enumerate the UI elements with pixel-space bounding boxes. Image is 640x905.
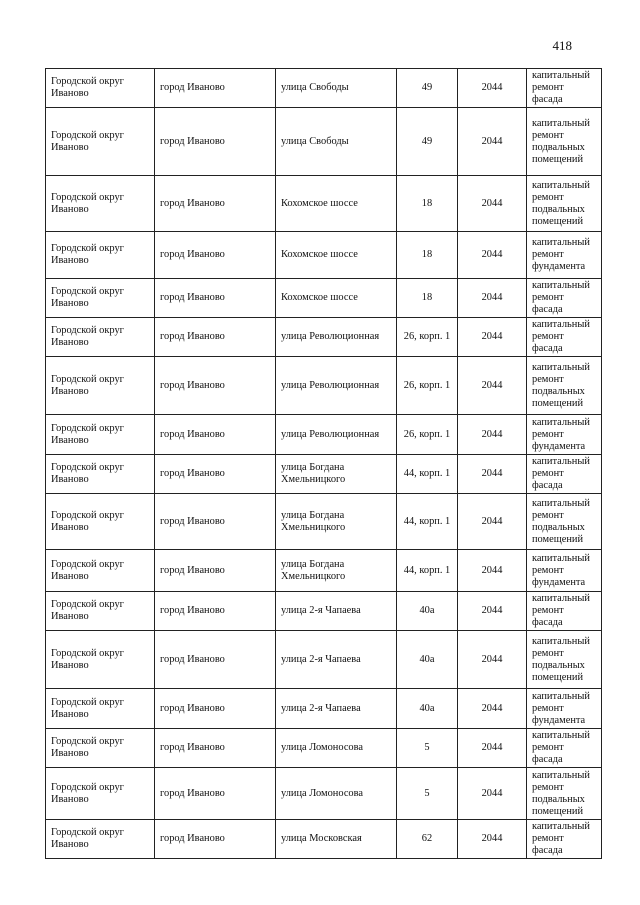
city-cell: город Иваново — [155, 689, 276, 729]
work-type-cell: капитальный ремонт подвальных помещений — [527, 768, 602, 820]
work-type-cell: капитальный ремонт фундамента — [527, 689, 602, 729]
municipal-district-cell: Городской округ Иваново — [46, 232, 155, 279]
house-number-cell: 40а — [397, 689, 458, 729]
city-cell: город Иваново — [155, 729, 276, 768]
municipal-district-cell: Городской округ Иваново — [46, 108, 155, 176]
city-cell: город Иваново — [155, 592, 276, 631]
city-cell: город Иваново — [155, 415, 276, 455]
street-cell: улица 2-я Чапаева — [276, 592, 397, 631]
house-number-cell: 44, корп. 1 — [397, 494, 458, 550]
municipal-district-cell: Городской округ Иваново — [46, 357, 155, 415]
municipal-district-cell: Городской округ Иваново — [46, 820, 155, 859]
municipal-district-cell: Городской округ Иваново — [46, 318, 155, 357]
work-type-cell: капитальный ремонт подвальных помещений — [527, 176, 602, 232]
house-number-cell: 26, корп. 1 — [397, 415, 458, 455]
city-cell: город Иваново — [155, 279, 276, 318]
street-cell: улица Революционная — [276, 357, 397, 415]
year-cell: 2044 — [458, 729, 527, 768]
table-row — [46, 415, 602, 455]
table-row — [46, 69, 602, 108]
house-number-cell: 5 — [397, 768, 458, 820]
municipal-district-cell: Городской округ Иваново — [46, 494, 155, 550]
municipal-district-cell: Городской округ Иваново — [46, 550, 155, 592]
year-cell: 2044 — [458, 494, 527, 550]
house-number-cell: 44, корп. 1 — [397, 550, 458, 592]
city-cell: город Иваново — [155, 455, 276, 494]
work-type-cell: капитальный ремонт фасада — [527, 279, 602, 318]
page-number: 418 — [552, 38, 572, 53]
year-cell: 2044 — [458, 357, 527, 415]
work-type-cell: капитальный ремонт подвальных помещений — [527, 631, 602, 689]
street-cell: улица 2-я Чапаева — [276, 689, 397, 729]
year-cell: 2044 — [458, 108, 527, 176]
year-cell: 2044 — [458, 631, 527, 689]
year-cell: 2044 — [458, 592, 527, 631]
street-cell: улица Ломоносова — [276, 729, 397, 768]
house-number-cell: 49 — [397, 108, 458, 176]
municipal-district-cell: Городской округ Иваново — [46, 415, 155, 455]
year-cell: 2044 — [458, 318, 527, 357]
municipal-district-cell: Городской округ Иваново — [46, 631, 155, 689]
table-row — [46, 550, 602, 592]
street-cell: улица Богдана Хмельницкого — [276, 455, 397, 494]
street-cell: улица Богдана Хмельницкого — [276, 550, 397, 592]
work-type-cell: капитальный ремонт фасада — [527, 729, 602, 768]
table-row — [46, 820, 602, 859]
city-cell: город Иваново — [155, 494, 276, 550]
table-row — [46, 494, 602, 550]
city-cell: город Иваново — [155, 232, 276, 279]
street-cell: Кохомское шоссе — [276, 232, 397, 279]
house-number-cell: 49 — [397, 69, 458, 108]
street-cell: улица Московская — [276, 820, 397, 859]
year-cell: 2044 — [458, 69, 527, 108]
municipal-district-cell: Городской округ Иваново — [46, 729, 155, 768]
municipal-district-cell: Городской округ Иваново — [46, 176, 155, 232]
work-type-cell: капитальный ремонт фундамента — [527, 415, 602, 455]
house-number-cell: 26, корп. 1 — [397, 318, 458, 357]
city-cell: город Иваново — [155, 108, 276, 176]
table-row — [46, 631, 602, 689]
repair-schedule-table — [45, 68, 602, 859]
street-cell: улица Революционная — [276, 318, 397, 357]
house-number-cell: 40а — [397, 631, 458, 689]
street-cell: улица 2-я Чапаева — [276, 631, 397, 689]
city-cell: город Иваново — [155, 318, 276, 357]
table-row — [46, 357, 602, 415]
work-type-cell: капитальный ремонт фасада — [527, 592, 602, 631]
house-number-cell: 26, корп. 1 — [397, 357, 458, 415]
house-number-cell: 44, корп. 1 — [397, 455, 458, 494]
year-cell: 2044 — [458, 415, 527, 455]
work-type-cell: капитальный ремонт подвальных помещений — [527, 494, 602, 550]
table-row — [46, 176, 602, 232]
year-cell: 2044 — [458, 232, 527, 279]
house-number-cell: 18 — [397, 176, 458, 232]
table-row — [46, 455, 602, 494]
house-number-cell: 62 — [397, 820, 458, 859]
house-number-cell: 40а — [397, 592, 458, 631]
street-cell: улица Богдана Хмельницкого — [276, 494, 397, 550]
table-row — [46, 592, 602, 631]
year-cell: 2044 — [458, 689, 527, 729]
table-row — [46, 318, 602, 357]
work-type-cell: капитальный ремонт подвальных помещений — [527, 357, 602, 415]
table-row — [46, 689, 602, 729]
table-row — [46, 279, 602, 318]
municipal-district-cell: Городской округ Иваново — [46, 455, 155, 494]
municipal-district-cell: Городской округ Иваново — [46, 689, 155, 729]
municipal-district-cell: Городской округ Иваново — [46, 279, 155, 318]
street-cell: Кохомское шоссе — [276, 176, 397, 232]
city-cell: город Иваново — [155, 176, 276, 232]
table-row — [46, 768, 602, 820]
year-cell: 2044 — [458, 550, 527, 592]
street-cell: улица Революционная — [276, 415, 397, 455]
work-type-cell: капитальный ремонт фасада — [527, 455, 602, 494]
street-cell: Кохомское шоссе — [276, 279, 397, 318]
street-cell: улица Ломоносова — [276, 768, 397, 820]
city-cell: город Иваново — [155, 768, 276, 820]
table-row — [46, 108, 602, 176]
work-type-cell: капитальный ремонт фасада — [527, 820, 602, 859]
work-type-cell: капитальный ремонт фундамента — [527, 232, 602, 279]
year-cell: 2044 — [458, 455, 527, 494]
city-cell: город Иваново — [155, 69, 276, 108]
house-number-cell: 5 — [397, 729, 458, 768]
city-cell: город Иваново — [155, 550, 276, 592]
work-type-cell: капитальный ремонт фасада — [527, 318, 602, 357]
year-cell: 2044 — [458, 820, 527, 859]
work-type-cell: капитальный ремонт фасада — [527, 69, 602, 108]
municipal-district-cell: Городской округ Иваново — [46, 69, 155, 108]
municipal-district-cell: Городской округ Иваново — [46, 592, 155, 631]
street-cell: улица Свободы — [276, 108, 397, 176]
year-cell: 2044 — [458, 176, 527, 232]
work-type-cell: капитальный ремонт фундамента — [527, 550, 602, 592]
table-row — [46, 729, 602, 768]
house-number-cell: 18 — [397, 232, 458, 279]
city-cell: город Иваново — [155, 631, 276, 689]
city-cell: город Иваново — [155, 820, 276, 859]
street-cell: улица Свободы — [276, 69, 397, 108]
municipal-district-cell: Городской округ Иваново — [46, 768, 155, 820]
city-cell: город Иваново — [155, 357, 276, 415]
year-cell: 2044 — [458, 279, 527, 318]
work-type-cell: капитальный ремонт подвальных помещений — [527, 108, 602, 176]
table-row — [46, 232, 602, 279]
house-number-cell: 18 — [397, 279, 458, 318]
year-cell: 2044 — [458, 768, 527, 820]
